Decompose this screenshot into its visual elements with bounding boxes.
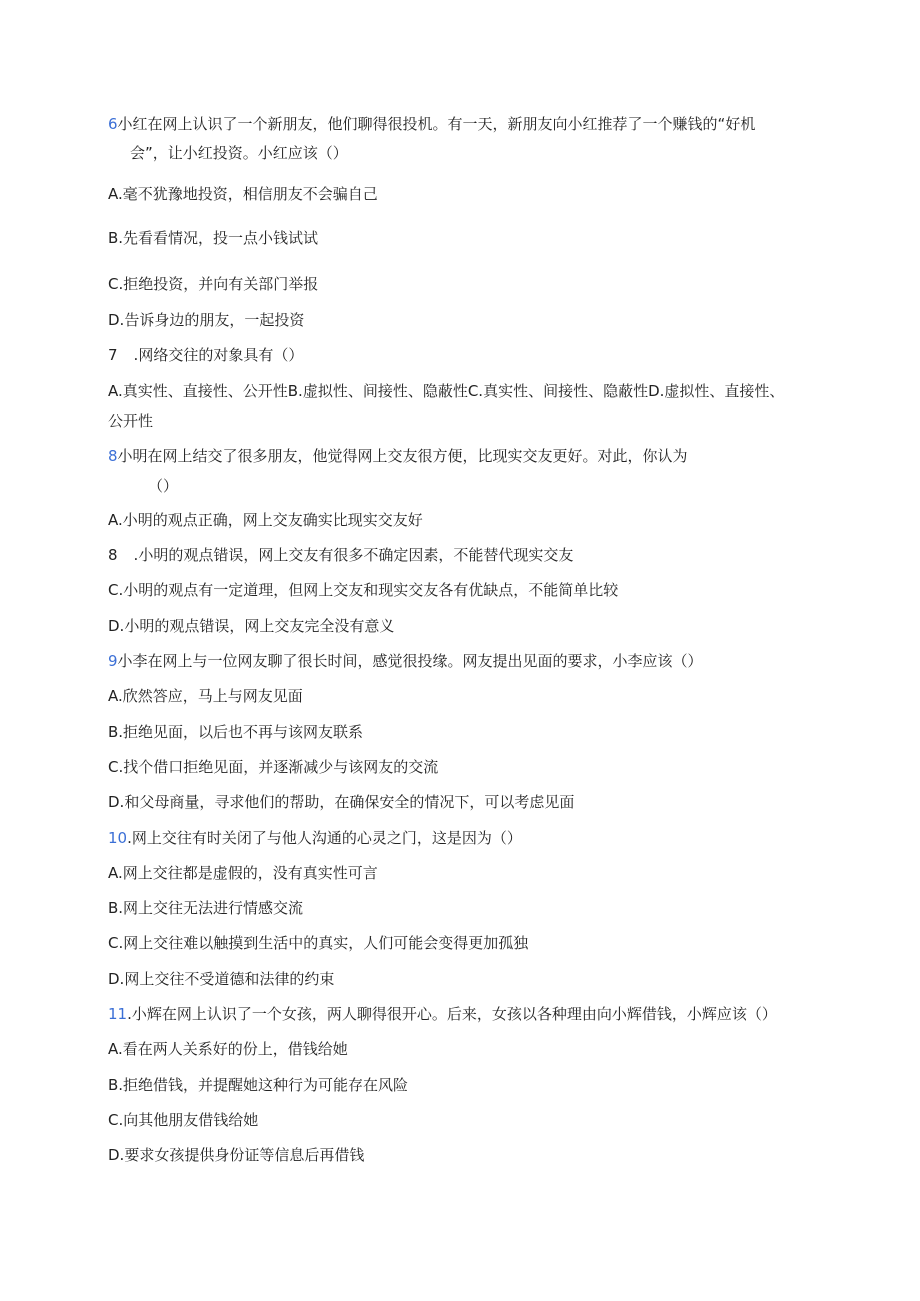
question-10 [108,828,522,848]
q10-option-a: A.网上交往都是虚假的，没有真实性可言 [108,864,378,882]
question-9 [108,651,703,671]
q10-option-c: C.网上交往难以触摸到生活中的真实，人们可能会变得更加孤独 [108,934,529,952]
option-text: .小明的观点错误，网上交友有很多不确定因素，不能替代现实交友 [133,546,574,564]
question-text: .网络交往的对象具有（） [133,346,304,364]
q6-option-b: B.先看看情况，投一点小钱试试 [108,229,319,247]
q6-option-d: D.告诉身边的朋友，一起投资 [108,311,305,329]
q6-option-a: A.毫不犹豫地投资，相信朋友不会骗自己 [108,185,378,203]
q9-option-a: A.欣然答应，马上与网友见面 [108,687,303,705]
q7-options-line-2: 公开性 [108,412,154,430]
question-number: 8 [108,447,118,465]
q10-option-d: D.网上交往不受道德和法律的约束 [108,970,335,988]
question-number: 6 [108,115,118,133]
q8-option-c: C.小明的观点有一定道理，但网上交友和现实交友各有优缺点，不能简单比较 [108,581,619,599]
q9-option-c: C.找个借口拒绝见面，并逐渐减少与该网友的交流 [108,758,439,776]
q8-option-d: D.小明的观点错误，网上交友完全没有意义 [108,617,395,635]
q8-option-a: A.小明的观点正确，网上交友确实比现实交友好 [108,511,423,529]
question-text: 会”，让小红投资。小红应该（） [130,144,348,162]
question-6-line-1 [108,114,755,134]
question-number: 7 [108,346,118,364]
question-6-line-2 [130,143,348,163]
question-text: .网上交往有时关闭了与他人沟通的心灵之门，这是因为（） [127,829,522,847]
q7-options-line-1: A.真实性、直接性、公开性B.虚拟性、间接性、隐蔽性C.真实性、间接性、隐蔽性D.虚拟性、直接性、 [108,382,785,400]
q9-option-b: B.拒绝见面，以后也不再与该网友联系 [108,723,364,741]
q6-option-c: C.拒绝投资，并向有关部门举报 [108,275,319,293]
q10-option-b: B.网上交往无法进行情感交流 [108,899,304,917]
question-7 [108,345,303,365]
q11-option-b: B.拒绝借钱，并提醒她这种行为可能存在风险 [108,1076,409,1094]
question-number: 9 [108,652,118,670]
question-text: 小明在网上结交了很多朋友，他觉得网上交友很方便，比现实交友更好。对此，你认为 [117,447,688,465]
question-text: .小辉在网上认识了一个女孩，两人聊得很开心。后来，女孩以各种理由向小辉借钱，小辉应该（） [127,1005,777,1023]
question-number: 10 [108,829,128,847]
question-11 [108,1004,777,1024]
q11-option-d: D.要求女孩提供身份证等信息后再借钱 [108,1146,365,1164]
q9-option-d: D.和父母商量，寻求他们的帮助，在确保安全的情况下，可以考虑见面 [108,793,575,811]
question-8-line-1 [108,446,688,466]
question-text: 小红在网上认识了一个新朋友，他们聊得很投机。有一天，新朋友向小红推荐了一个赚钱的“好机 [117,115,756,133]
q8-option-b [108,545,573,565]
question-8-line-2: （） [148,477,179,495]
option-number: 8 [108,546,118,564]
q11-option-c: C.向其他朋友借钱给她 [108,1111,259,1129]
question-number: 11 [108,1005,128,1023]
q11-option-a: A.看在两人关系好的份上，借钱给她 [108,1040,348,1058]
question-text: 小李在网上与一位网友聊了很长时间，感觉很投缘。网友提出见面的要求，小李应该（） [117,652,703,670]
